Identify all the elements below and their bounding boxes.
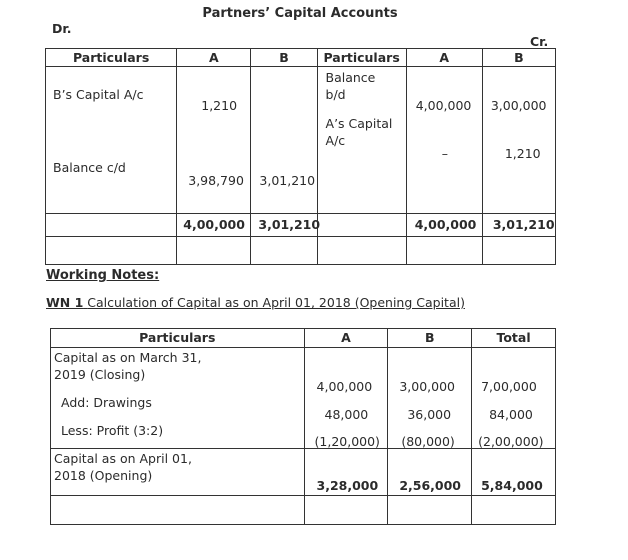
totals-empty-credit [317, 214, 406, 237]
debit-b-cell [251, 67, 317, 214]
opening-label-line2: 2018 (Opening) [54, 468, 153, 483]
closing-label-line2: 2019 (Closing) [54, 367, 146, 382]
blank-cell [46, 237, 177, 265]
drawings-total-value: 84,000 [489, 407, 533, 422]
header-b-debit: B [251, 49, 317, 67]
capital-accounts-ledger [45, 48, 556, 265]
balance-cd-b-value: 3,01,210 [259, 173, 316, 188]
wn-header-particulars: Particulars [51, 329, 305, 348]
blank-cell [177, 237, 251, 265]
profit-total-value: (2,00,000) [478, 434, 544, 449]
credit-marker: Cr. [530, 34, 549, 49]
balance-bd-label-line2: b/d [325, 87, 346, 102]
opening-label-line1: Capital as on April 01, [54, 451, 192, 466]
closing-total-value: 7,00,000 [481, 379, 537, 394]
credit-a-cell [406, 67, 482, 214]
totals-empty-debit [46, 214, 177, 237]
wn1-text: Calculation of Capital as on April 01, 2018 (Opening Capital) [87, 295, 465, 310]
closing-b-value: 3,00,000 [399, 379, 455, 394]
blank-cell [388, 496, 472, 525]
ledger-body-row [46, 67, 556, 214]
working-notes-title: Working Notes: [46, 268, 160, 283]
wn1-prefix: WN 1 [46, 295, 84, 310]
wn-header-b: B [388, 329, 472, 348]
blank-cell [317, 237, 406, 265]
total-a-credit-value: 4,00,000 [414, 217, 477, 232]
opening-total-value: 5,84,000 [481, 478, 543, 493]
blank-cell [51, 496, 305, 525]
credit-particulars-cell [317, 67, 406, 214]
debit-particulars-cell [46, 67, 177, 214]
b-capital-a-value: 1,210 [201, 98, 238, 113]
wn1-heading [46, 295, 465, 310]
a-capital-b-value: 1,210 [504, 146, 541, 161]
opening-a-value: 3,28,000 [316, 478, 379, 493]
total-b-debit-value: 3,01,210 [258, 217, 321, 232]
wn-opening-row [51, 449, 556, 496]
wn-header-row [51, 329, 556, 348]
ledger-blank-row [46, 237, 556, 265]
total-a-debit [177, 214, 251, 237]
opening-capital-table [50, 328, 556, 525]
ledger-totals-row [46, 214, 556, 237]
opening-b-value: 2,56,000 [399, 478, 461, 493]
profit-b-value: (80,000) [401, 434, 455, 449]
header-particulars-credit: Particulars [317, 49, 406, 67]
header-b-credit: B [482, 49, 555, 67]
closing-a-value: 4,00,000 [316, 379, 373, 394]
balance-cd-label: Balance c/d [53, 160, 126, 175]
wn-particulars-cell [51, 348, 305, 449]
wn-opening-a [304, 449, 388, 496]
balance-bd-a-value: 4,00,000 [415, 98, 472, 113]
wn-b-cell [388, 348, 472, 449]
total-b-credit-value: 3,01,210 [492, 217, 555, 232]
drawings-a-value: 48,000 [324, 407, 369, 422]
balance-bd-label-line1: Balance [325, 70, 376, 85]
wn-header-a: A [304, 329, 388, 348]
wn-opening-b [388, 449, 472, 496]
debit-marker: Dr. [52, 21, 72, 36]
wn-opening-particulars [51, 449, 305, 496]
wn-a-cell [304, 348, 388, 449]
blank-cell [304, 496, 388, 525]
wn-calculation-row [51, 348, 556, 449]
blank-cell [472, 496, 556, 525]
ledger-header-row [46, 49, 556, 67]
total-b-credit [482, 214, 555, 237]
credit-b-cell [482, 67, 555, 214]
total-b-debit [251, 214, 321, 237]
blank-cell [406, 237, 482, 265]
drawings-label: Add: Drawings [61, 395, 152, 410]
balance-bd-b-value: 3,00,000 [490, 98, 547, 113]
closing-label-line1: Capital as on March 31, [54, 350, 202, 365]
debit-a-cell [177, 67, 251, 214]
header-particulars-debit: Particulars [46, 49, 177, 67]
drawings-b-value: 36,000 [407, 407, 452, 422]
page-title: Partners’ Capital Accounts [202, 6, 398, 21]
wn-total-cell [472, 348, 556, 449]
b-capital-label: B’s Capital A/c [53, 87, 144, 102]
header-a-debit: A [177, 49, 251, 67]
balance-cd-a-value: 3,98,790 [188, 173, 244, 188]
wn-blank-row [51, 496, 556, 525]
profit-a-value: (1,20,000) [314, 434, 380, 449]
total-a-credit [406, 214, 482, 237]
a-capital-label-line1: A’s Capital [325, 116, 393, 131]
profit-label: Less: Profit (3:2) [61, 423, 164, 438]
blank-cell [251, 237, 317, 265]
a-capital-label-line2: A/c [325, 133, 346, 148]
blank-cell [482, 237, 555, 265]
wn-header-total: Total [472, 329, 556, 348]
total-a-debit-value: 4,00,000 [183, 217, 245, 232]
wn-opening-total [472, 449, 556, 496]
header-a-credit: A [406, 49, 482, 67]
a-capital-a-value: – [441, 146, 448, 161]
